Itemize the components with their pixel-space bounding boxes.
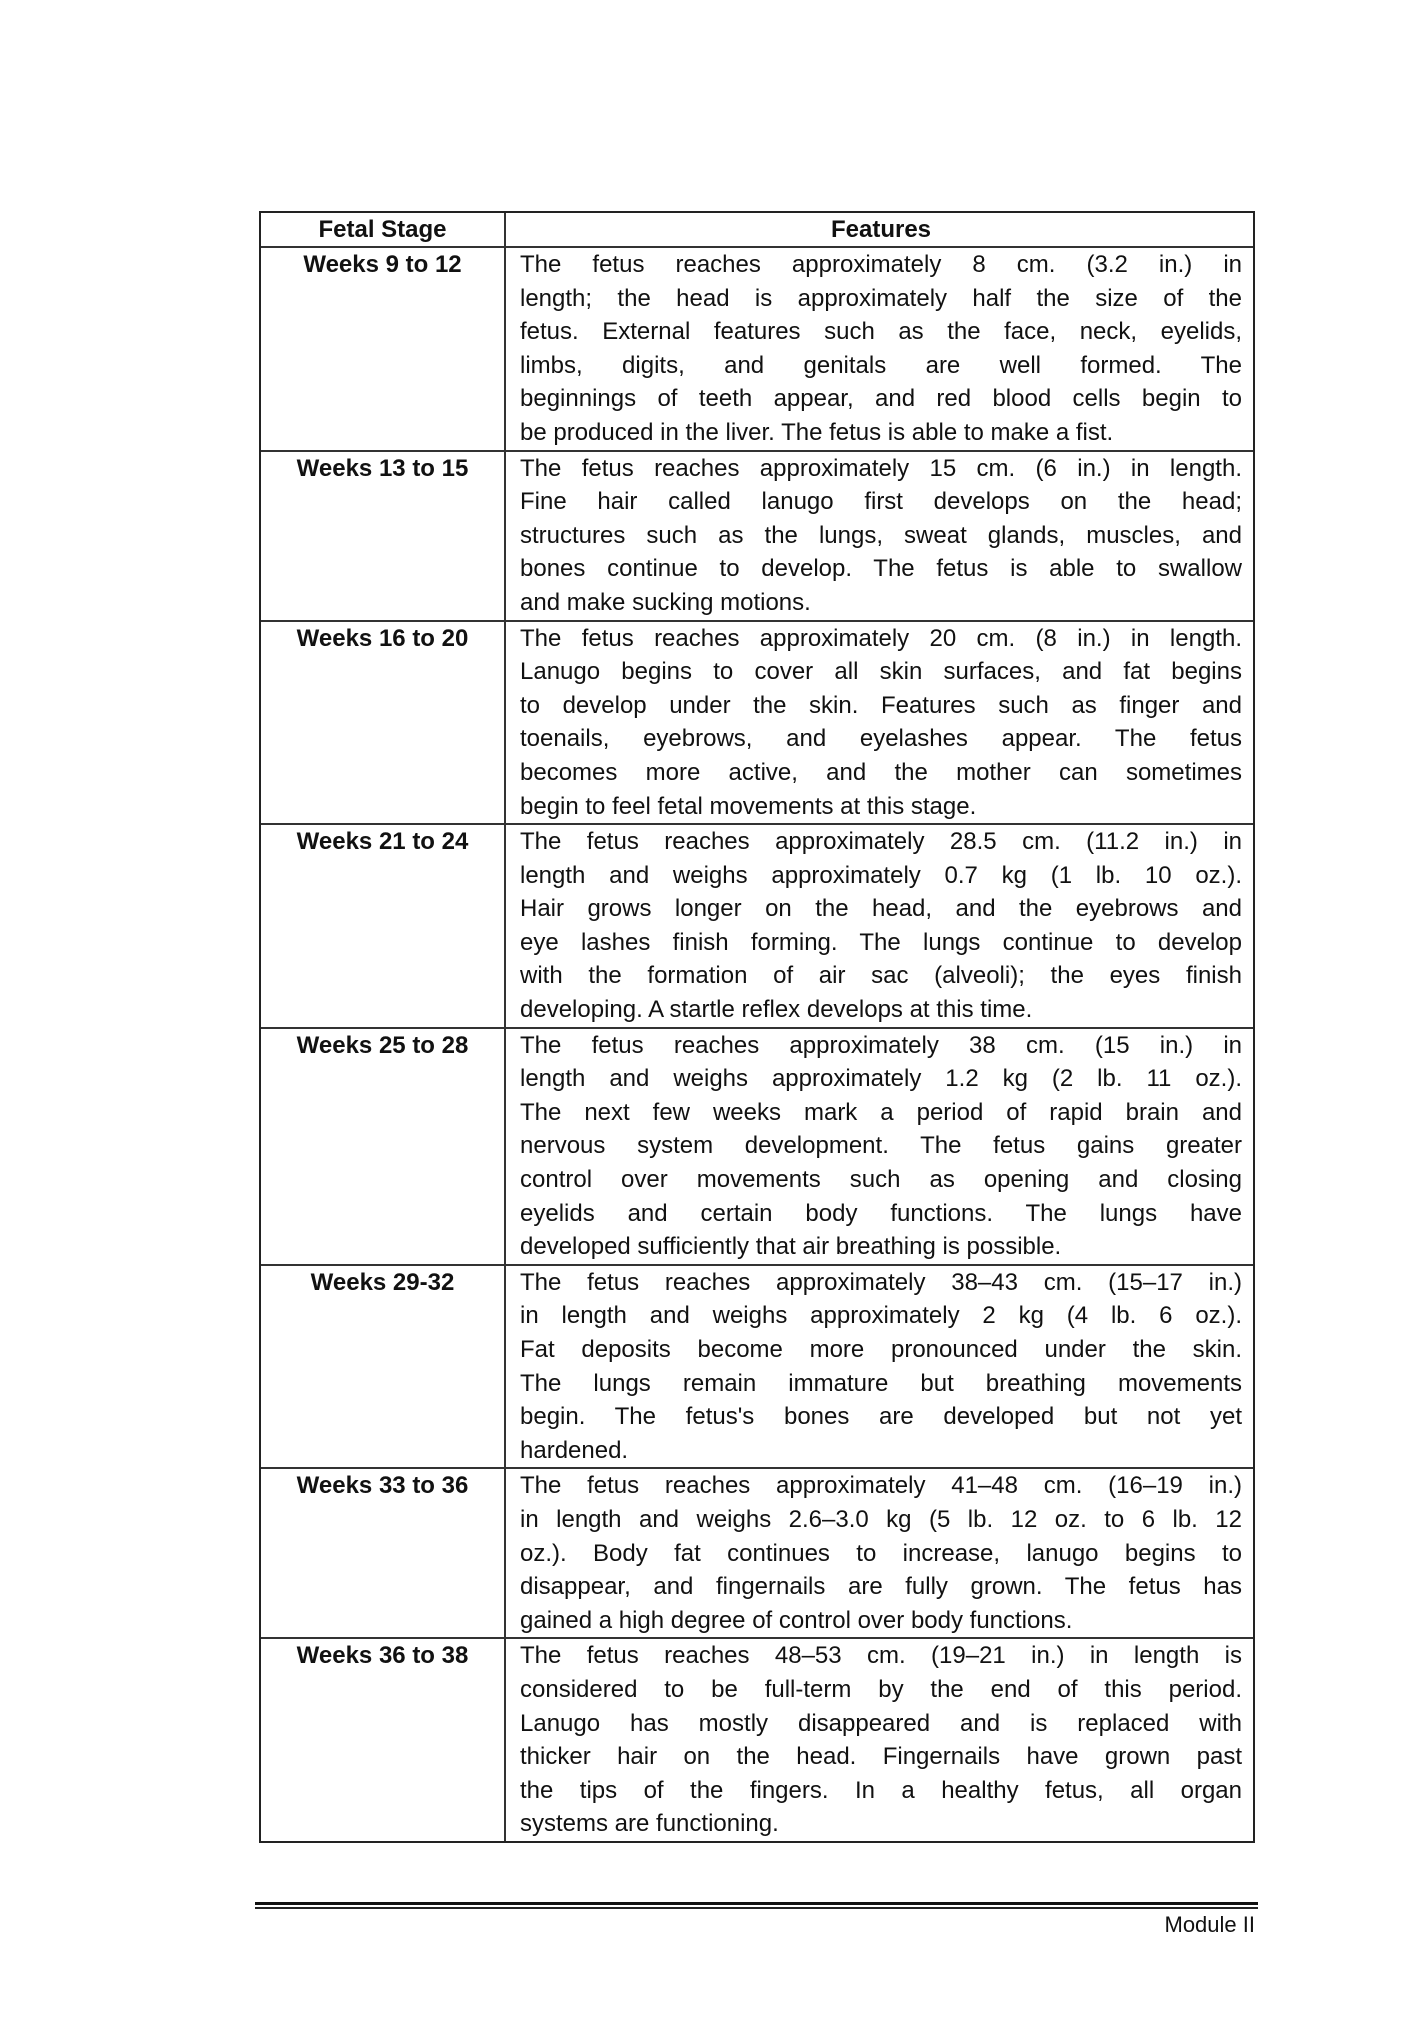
- features-line: eyelids and certain body functions. The lungs have: [520, 1199, 1242, 1227]
- features-line: Hair grows longer on the head, and the eyebrows and: [520, 895, 1242, 923]
- features-line: length and weighs approximately 0.7 kg (1 lb. 10 oz.).: [520, 861, 1242, 889]
- features-line: The lungs remain immature but breathing movements: [520, 1369, 1242, 1397]
- features-line: to develop under the skin. Features such as finger and: [520, 691, 1242, 719]
- features-line: the tips of the fingers. In a healthy fetus, all organ: [520, 1776, 1242, 1804]
- features-line: The fetus reaches approximately 38 cm. (15 in.) in: [520, 1031, 1242, 1059]
- features-line: considered to be full-term by the end of this period.: [520, 1675, 1242, 1703]
- stage-cell: Weeks 29-32: [261, 1266, 506, 1468]
- features-line: systems are functioning.: [520, 1810, 779, 1838]
- features-line: Lanugo begins to cover all skin surfaces, and fat begins: [520, 658, 1242, 686]
- features-line: bones continue to develop. The fetus is able to swallow: [520, 555, 1242, 583]
- features-line: developed sufficiently that air breathing is possible.: [520, 1233, 1062, 1261]
- features-line: limbs, digits, and genitals are well formed. The: [520, 351, 1242, 379]
- features-line: structures such as the lungs, sweat glands, muscles, and: [520, 521, 1242, 549]
- features-line: developing. A startle reflex develops at this time.: [520, 996, 1033, 1024]
- features-line: eye lashes finish forming. The lungs continue to develop: [520, 928, 1242, 956]
- features-line: The fetus reaches approximately 41–48 cm. (16–19 in.): [520, 1472, 1242, 1500]
- fetal-stage-table: [259, 211, 1255, 1843]
- footer-module-label: Module II: [1164, 1912, 1255, 1937]
- features-cell: [506, 825, 1253, 1027]
- features-line: in length and weighs 2.6–3.0 kg (5 lb. 12 oz. to 6 lb. 12: [520, 1505, 1242, 1533]
- features-line: The next few weeks mark a period of rapid brain and: [520, 1098, 1242, 1126]
- features-line: be produced in the liver. The fetus is able to make a fist.: [520, 418, 1114, 446]
- footer-rule-thin: [255, 1907, 1258, 1909]
- features-line: control over movements such as opening and closing: [520, 1166, 1242, 1194]
- features-line: Lanugo has mostly disappeared and is replaced with: [520, 1709, 1242, 1737]
- features-line: length and weighs approximately 1.2 kg (2 lb. 11 oz.).: [520, 1065, 1242, 1093]
- features-line: becomes more active, and the mother can sometimes: [520, 758, 1242, 786]
- features-line: length; the head is approximately half the size of the: [520, 284, 1242, 312]
- features-cell: [506, 1266, 1253, 1468]
- features-line: thicker hair on the head. Fingernails have grown past: [520, 1743, 1242, 1771]
- features-line: and make sucking motions.: [520, 588, 811, 616]
- table-row: [261, 1467, 1253, 1637]
- features-cell: [506, 1639, 1253, 1841]
- features-cell: [506, 1469, 1253, 1637]
- table-row: [261, 1264, 1253, 1468]
- features-line: hardened.: [520, 1436, 629, 1464]
- table-row: [261, 450, 1253, 620]
- features-line: beginnings of teeth appear, and red blood cells begin to: [520, 385, 1242, 413]
- features-line: The fetus reaches 48–53 cm. (19–21 in.) in length is: [520, 1642, 1242, 1670]
- features-line: oz.). Body fat continues to increase, lanugo begins to: [520, 1539, 1242, 1567]
- footer-rule: [255, 1902, 1258, 1909]
- features-cell: [506, 248, 1253, 450]
- features-line: The fetus reaches approximately 15 cm. (6 in.) in length.: [520, 454, 1242, 482]
- features-line: begin to feel fetal movements at this stage.: [520, 792, 977, 820]
- stage-cell: Weeks 21 to 24: [261, 825, 506, 1027]
- table-row: [261, 246, 1253, 450]
- stage-cell: Weeks 9 to 12: [261, 248, 506, 450]
- stage-cell: Weeks 36 to 38: [261, 1639, 506, 1841]
- features-line: Fine hair called lanugo first develops on the head;: [520, 488, 1242, 516]
- table-row: [261, 1637, 1253, 1841]
- features-cell: [506, 622, 1253, 824]
- header-fetal-stage: Fetal Stage: [261, 213, 506, 246]
- features-line: The fetus reaches approximately 38–43 cm. (15–17 in.): [520, 1268, 1242, 1296]
- table-row: [261, 620, 1253, 824]
- table-header-row: [261, 213, 1253, 246]
- stage-cell: Weeks 16 to 20: [261, 622, 506, 824]
- stage-cell: Weeks 33 to 36: [261, 1469, 506, 1637]
- features-line: disappear, and fingernails are fully grown. The fetus has: [520, 1573, 1242, 1601]
- features-line: toenails, eyebrows, and eyelashes appear. The fetus: [520, 725, 1242, 753]
- features-cell: [506, 452, 1253, 620]
- features-cell: [506, 1029, 1253, 1264]
- features-line: nervous system development. The fetus gains greater: [520, 1132, 1242, 1160]
- table-row: [261, 1027, 1253, 1264]
- features-line: The fetus reaches approximately 28.5 cm. (11.2 in.) in: [520, 828, 1242, 856]
- stage-cell: Weeks 13 to 15: [261, 452, 506, 620]
- header-features: Features: [830, 216, 932, 243]
- features-line: with the formation of air sac (alveoli); the eyes finish: [520, 962, 1242, 990]
- features-line: The fetus reaches approximately 8 cm. (3.2 in.) in: [520, 251, 1242, 278]
- features-line: gained a high degree of control over body functions.: [520, 1606, 1073, 1634]
- table-row: [261, 823, 1253, 1027]
- stage-cell: Weeks 25 to 28: [261, 1029, 506, 1264]
- features-line: The fetus reaches approximately 20 cm. (8 in.) in length.: [520, 624, 1242, 652]
- features-line: in length and weighs approximately 2 kg (4 lb. 6 oz.).: [520, 1302, 1242, 1330]
- footer-rule-thick: [255, 1902, 1258, 1905]
- features-line: fetus. External features such as the face, neck, eyelids,: [520, 318, 1242, 346]
- features-line: begin. The fetus's bones are developed but not yet: [520, 1403, 1242, 1431]
- features-line: Fat deposits become more pronounced under the skin.: [520, 1336, 1242, 1363]
